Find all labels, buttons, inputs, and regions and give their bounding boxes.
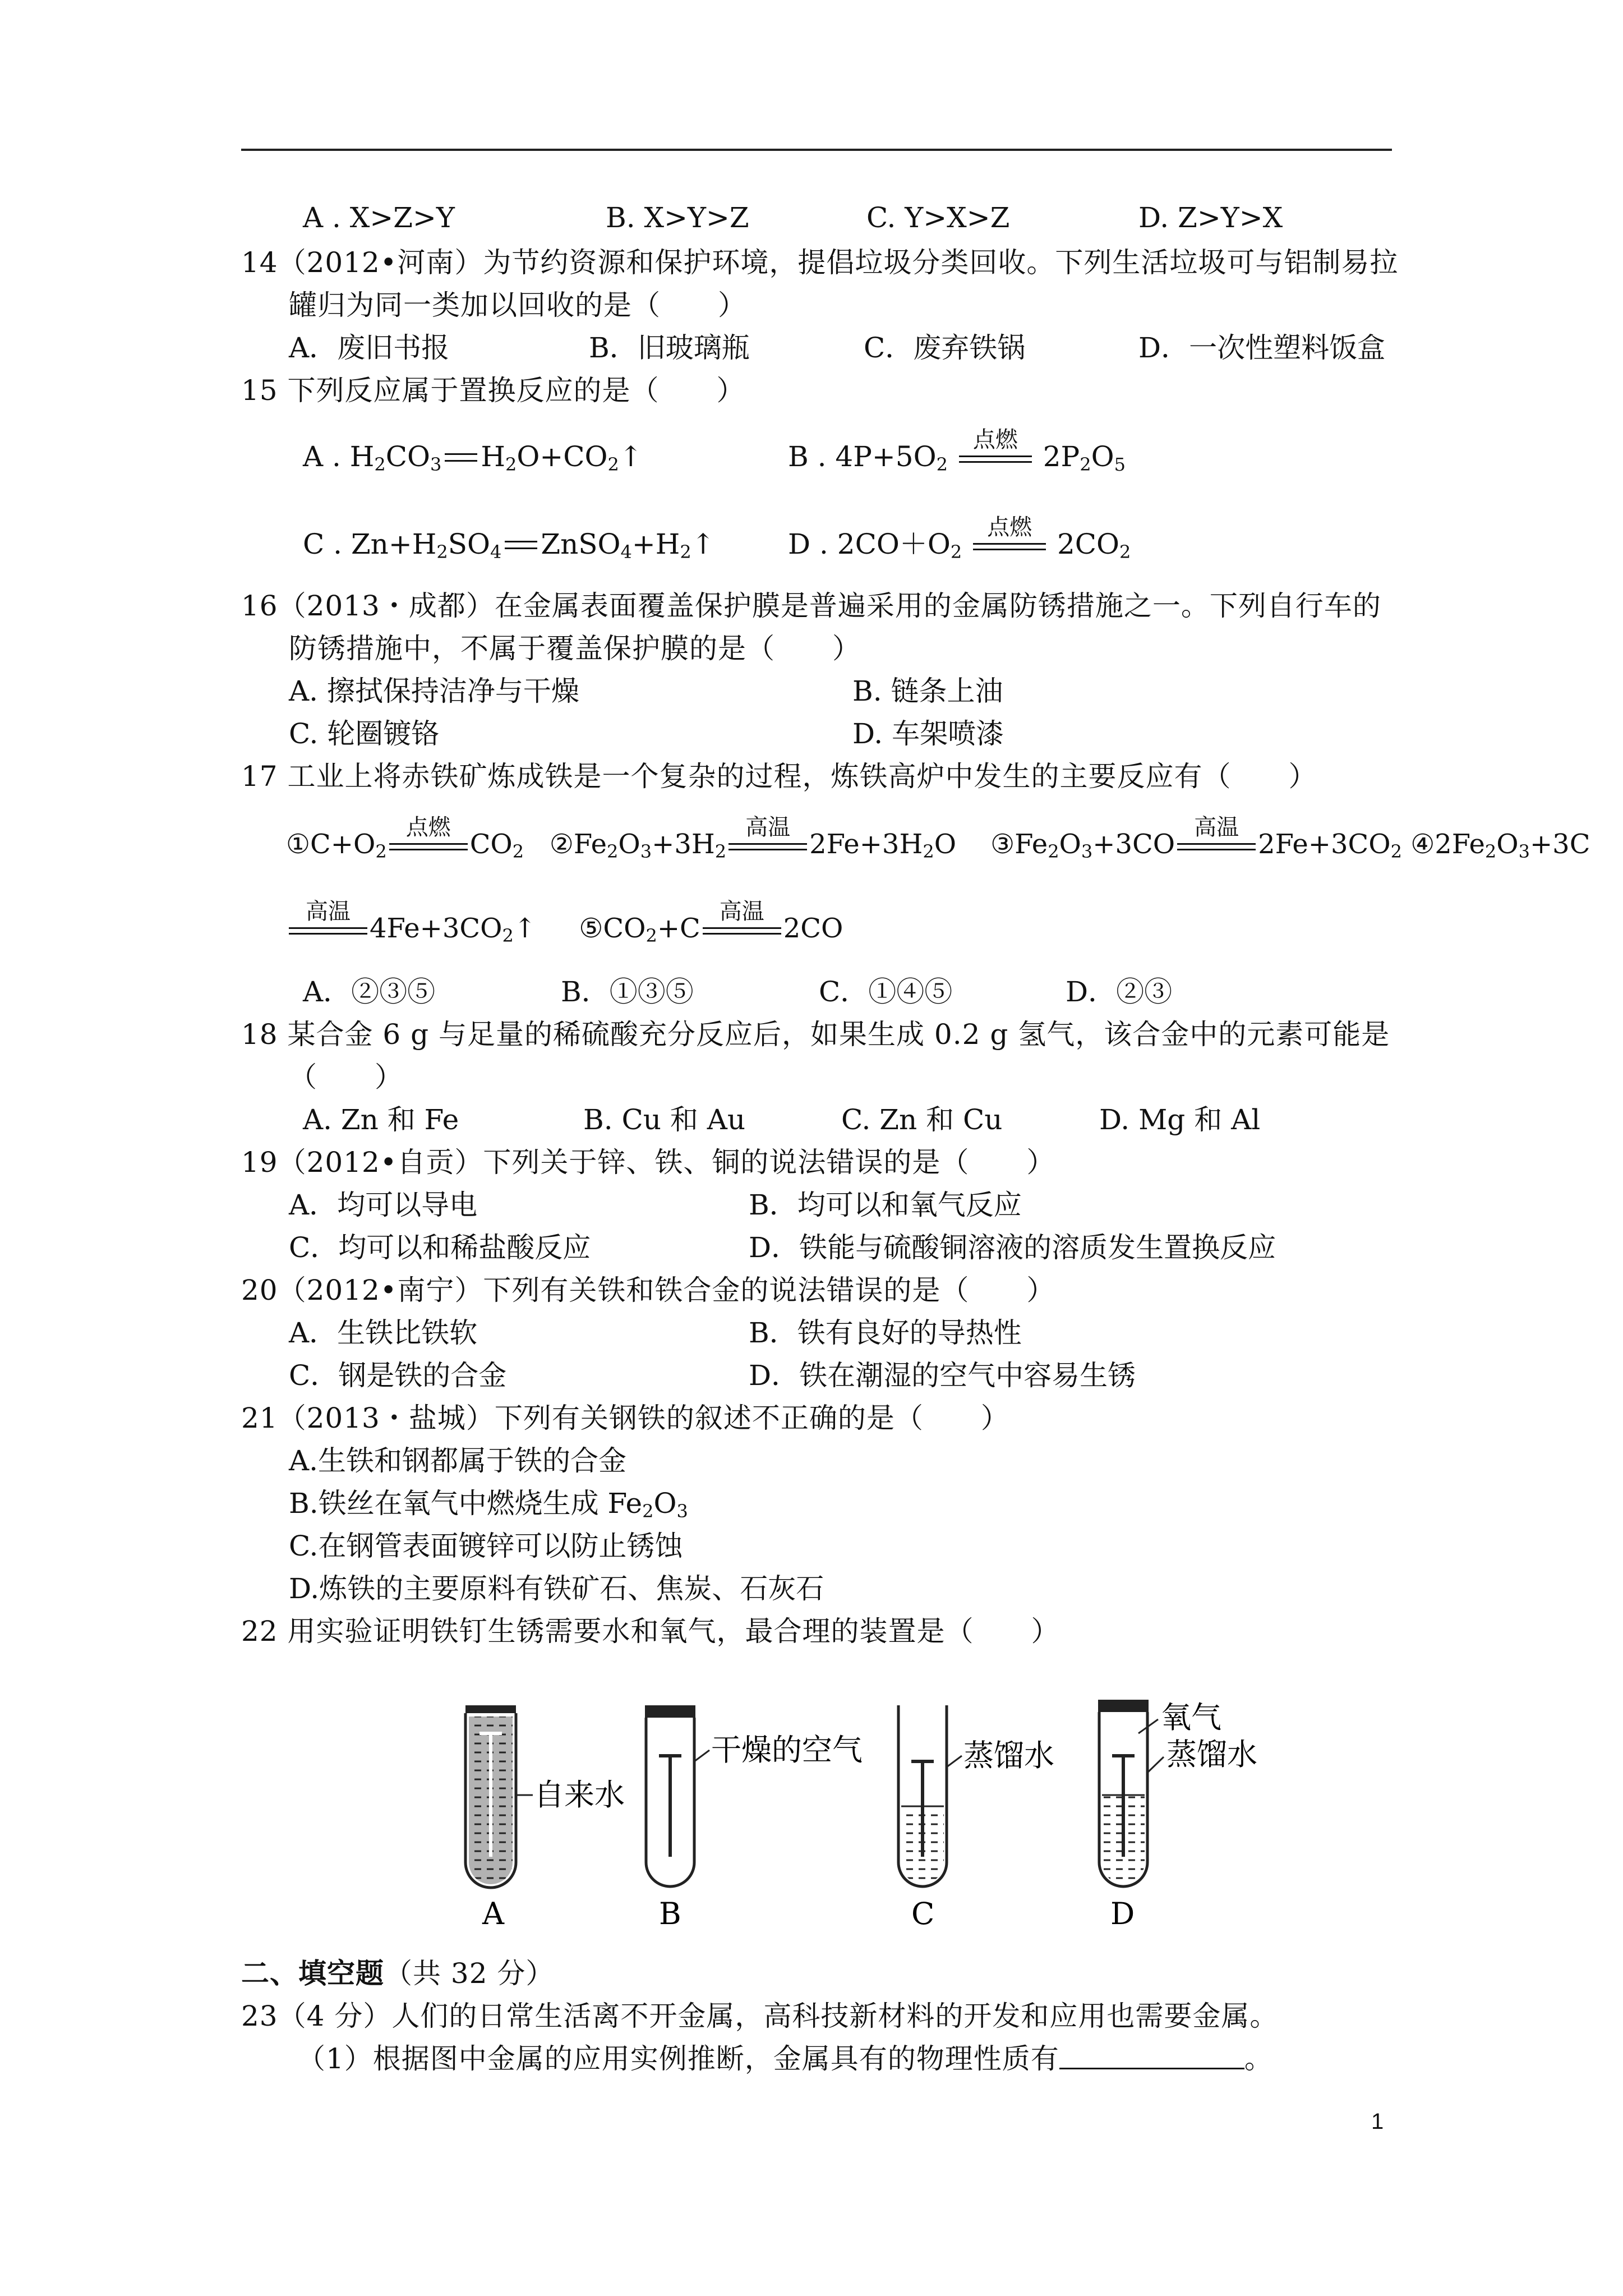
tube-a bbox=[465, 1705, 533, 1888]
q15-stem: 15 下列反应属于置换反应的是（ ） bbox=[241, 374, 745, 407]
q17-option-b: B．①③⑤ bbox=[561, 976, 694, 1008]
page-number: 1 bbox=[1371, 2109, 1384, 2134]
q21-option-d: D.炼铁的主要原料有铁矿石、焦炭、石灰石 bbox=[289, 1572, 824, 1605]
q18-stem-line1: 18 某合金 6 g 与足量的稀硫酸充分反应后，如果生成 0.2 g 氢气，该合金中的元素可能是 bbox=[241, 1018, 1390, 1051]
q19-option-a: A．均可以导电 bbox=[289, 1189, 478, 1221]
q17-reactions-line2: 高温 $4Fe+3CO_2↑$ $⑤CO_2+C$ 高温 2CO bbox=[289, 912, 843, 945]
section2-heading bbox=[241, 1957, 554, 1990]
q20-option-a: A．生铁比铁软 bbox=[289, 1317, 478, 1349]
q17-r1-condition: 点燃 bbox=[405, 815, 451, 840]
q17-r2-condition: 高温 bbox=[745, 815, 791, 840]
q17-option-a: A．②③⑤ bbox=[303, 976, 436, 1008]
q23-question-1-end: 。 bbox=[1244, 2042, 1273, 2075]
section2-title: 二、填空题 bbox=[241, 1957, 384, 1990]
q13-option-b: B. X>Y>Z bbox=[606, 201, 749, 234]
section2-points: （共 32 分） bbox=[384, 1957, 555, 1990]
q15-option-b-label: B . bbox=[788, 440, 827, 473]
q21-stem: 21（2013・盐城）下列有关钢铁的叙述不正确的是（ ） bbox=[241, 1402, 1009, 1434]
q15-option-a-label: A . bbox=[303, 440, 341, 473]
q14-option-a: A．废旧书报 bbox=[289, 332, 450, 364]
tube-d-letter: D bbox=[1110, 1896, 1135, 1931]
q17-reactions-line1: $①C+O_2$ 点燃 $CO_2$ $②Fe_2O_3+3H_2$ 高温 $2Fe+3H_2O$ $③Fe_2O_3+3CO$ 高温 $2Fe+3CO_2$ $④2Fe_2O_3+3C$ bbox=[286, 827, 1590, 861]
q14-option-b: B．旧玻璃瓶 bbox=[589, 332, 750, 364]
q20-stem: 20（2012•南宁）下列有关铁和铁合金的说法错误的是（ ） bbox=[241, 1274, 1055, 1306]
test-tube-apparatus-figure bbox=[449, 1694, 1290, 1941]
q17-stem: 17 工业上将赤铁矿炼成铁是一个复杂的过程，炼铁高炉中发生的主要反应有（ ） bbox=[241, 760, 1317, 793]
q16-option-d: D. 车架喷漆 bbox=[852, 717, 1004, 750]
q23-answer-blank[interactable] bbox=[1059, 2042, 1244, 2069]
label-oxygen: 氧气 bbox=[1161, 1700, 1221, 1735]
q15-option-d: D . $2CO+O_2$ 点燃 $2CO_2$ bbox=[788, 527, 1131, 561]
q22-stem: 22 用实验证明铁钉生锈需要水和氧气，最合理的装置是（ ） bbox=[241, 1615, 1060, 1648]
label-distilled-water: 蒸馏水 bbox=[963, 1738, 1054, 1773]
q13-option-c: C. Y>X>Z bbox=[866, 201, 1010, 234]
q18-option-c: C. Zn 和 Cu bbox=[841, 1103, 1003, 1136]
q19-stem: 19（2012•自贡）下列关于锌、铁、铜的说法错误的是（ ） bbox=[241, 1146, 1055, 1179]
q19-option-b: B．均可以和氧气反应 bbox=[749, 1189, 1022, 1221]
q17-r5-condition: 高温 bbox=[719, 899, 764, 924]
q15-option-b: B . $4P+5O_2$ 点燃 $2P_2O_5$ bbox=[788, 440, 1126, 473]
label-tap-water: 自来水 bbox=[534, 1777, 625, 1812]
label-dry-air: 干燥的空气 bbox=[711, 1732, 863, 1768]
q16-stem-line1: 16（2013・成都）在金属表面覆盖保护膜是普遍采用的金属防锈措施之一。下列自行车的 bbox=[241, 590, 1381, 622]
tube-d bbox=[1098, 1700, 1164, 1887]
q23-stem-line1: 23（4 分）人们的日常生活离不开金属，高科技新材料的开发和应用也需要金属。 bbox=[241, 2000, 1279, 2032]
q23-stem-line2 bbox=[297, 2042, 1273, 2076]
tube-b bbox=[645, 1705, 709, 1887]
q17-option-c: C．①④⑤ bbox=[819, 976, 953, 1008]
tube-a-letter: A bbox=[482, 1896, 504, 1931]
q16-option-a: A. 擦拭保持洁净与干燥 bbox=[289, 675, 579, 707]
q19-option-d: D．铁能与硫酸铜溶液的溶质发生置换反应 bbox=[749, 1231, 1276, 1264]
q14-option-c: C．废弃铁锅 bbox=[864, 332, 1026, 364]
q21-option-b-text: B.铁丝在氧气中燃烧生成 bbox=[289, 1487, 608, 1520]
q16-option-b: B. 链条上油 bbox=[852, 675, 1003, 707]
q14-stem-line2: 罐归为同一类加以回收的是（ ） bbox=[289, 289, 746, 321]
q18-option-a: A. Zn 和 Fe bbox=[303, 1103, 459, 1136]
q15-option-a: A . $H_2CO_3$ $H_2O+CO_2↑$ bbox=[303, 440, 643, 475]
q21-option-c: C.在钢管表面镀锌可以防止锈蚀 bbox=[289, 1530, 683, 1562]
tube-c bbox=[898, 1705, 962, 1887]
q21-option-a: A.生铁和钢都属于铁的合金 bbox=[289, 1444, 627, 1477]
q15-d-condition: 点燃 bbox=[987, 514, 1032, 540]
q14-stem-line1: 14（2012•河南）为节约资源和保护环境，提倡垃圾分类回收。下列生活垃圾可与铝制易拉 bbox=[241, 246, 1399, 279]
header-rule bbox=[241, 149, 1392, 151]
q15-option-d-label: D . bbox=[788, 528, 828, 560]
q13-option-a: A . X>Z>Y bbox=[303, 201, 455, 234]
q15-b-condition: 点燃 bbox=[972, 427, 1018, 453]
q19-option-c: C．均可以和稀盐酸反应 bbox=[289, 1231, 591, 1264]
q21-option-b: B.铁丝在氧气中燃烧生成 $Fe_2O_3$ bbox=[289, 1487, 688, 1522]
q20-option-c: C．钢是铁的合金 bbox=[289, 1359, 507, 1392]
tube-b-letter: B bbox=[659, 1896, 681, 1931]
q16-option-c: C. 轮圈镀铬 bbox=[289, 717, 440, 750]
label-distilled-water-d: 蒸馏水 bbox=[1166, 1737, 1257, 1772]
tube-c-letter: C bbox=[911, 1896, 935, 1931]
q17-option-d: D．②③ bbox=[1066, 976, 1173, 1008]
q13-option-d: D. Z>Y>X bbox=[1138, 201, 1283, 234]
q18-option-b: B. Cu 和 Au bbox=[583, 1103, 746, 1136]
q15-option-c: C . $Zn+H_2SO_4$ $ZnSO_4+H_2↑$ bbox=[303, 528, 715, 563]
q14-option-d: D．一次性塑料饭盒 bbox=[1138, 332, 1386, 364]
q15-option-c-label: C . bbox=[303, 528, 343, 560]
q18-stem-line2: （ ） bbox=[289, 1061, 403, 1093]
q16-stem-line2: 防锈措施中，不属于覆盖保护膜的是（ ） bbox=[289, 632, 861, 665]
q23-question-1: （1）根据图中金属的应用实例推断，金属具有的物理性质有 bbox=[297, 2042, 1059, 2075]
q18-option-d: D. Mg 和 Al bbox=[1099, 1103, 1261, 1136]
q17-r4-condition: 高温 bbox=[306, 899, 351, 924]
q20-option-d: D．铁在潮湿的空气中容易生锈 bbox=[749, 1359, 1136, 1392]
q17-r3-condition: 高温 bbox=[1194, 815, 1239, 840]
q20-option-b: B．铁有良好的导热性 bbox=[749, 1317, 1022, 1349]
